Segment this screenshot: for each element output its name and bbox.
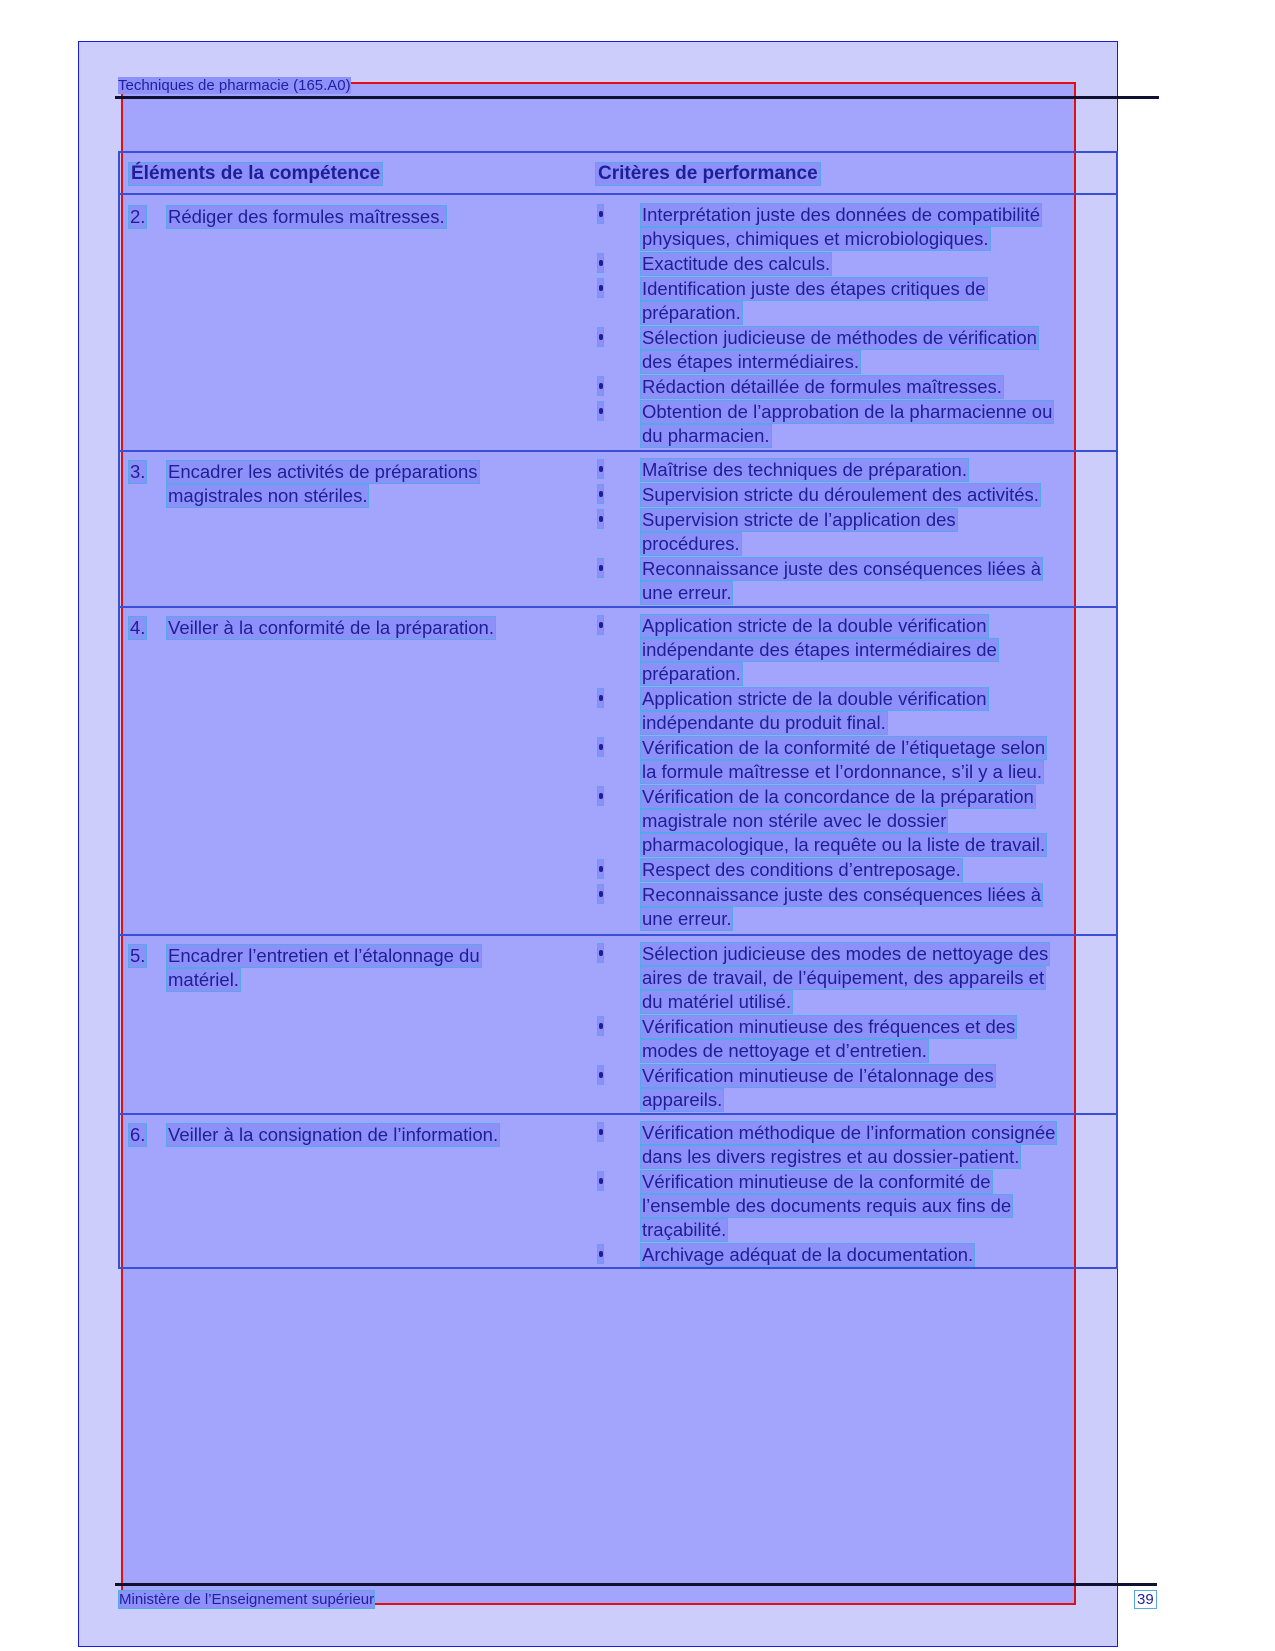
criterion-text: des étapes intermédiaires. [642,351,859,372]
bullet-icon [597,737,604,757]
criterion-text: Vérification minutieuse de l’étalonnage des [642,1065,994,1086]
element-text: matériel. [168,969,239,990]
criterion-text: Archivage adéquat de la documentation. [642,1244,974,1265]
column-header-criteria: Critères de performance [595,162,821,186]
element-number: 2. [130,206,146,227]
footer-rule [115,1583,1157,1586]
bullet-icon [597,327,604,347]
bullet-icon [597,1016,604,1036]
criterion-text: Obtention de l’approbation de la pharmacienne ou [642,401,1053,422]
bullet-icon [597,376,604,396]
element-number: 4. [130,617,146,638]
criterion-text: traçabilité. [642,1219,727,1240]
criterion-text: modes de nettoyage et d’entretien. [642,1040,927,1061]
bullet-icon [597,859,604,879]
running-footer: Ministère de l’Enseignement supérieur [119,1591,375,1608]
criterion-text: Interprétation juste des données de compatibilité [642,204,1041,225]
bullet-icon [597,558,604,578]
running-header: Techniques de pharmacie (165.A0) [118,77,351,94]
criterion-text: pharmacologique, la requête ou la liste de travail. [642,834,1046,855]
criterion-text: Maîtrise des techniques de préparation. [642,459,967,480]
bullet-icon [597,1122,604,1142]
criterion-text: Application stricte de la double vérification [642,615,987,636]
bullet-icon [597,615,604,635]
criterion-text: du pharmacien. [642,425,770,446]
bullet-icon [597,688,604,708]
bullet-icon [597,278,604,298]
criterion-text: Respect des conditions d’entreposage. [642,859,961,880]
criterion-text: Identification juste des étapes critiques de [642,278,986,299]
bullet-icon [597,484,604,504]
bullet-icon [597,253,604,273]
bullet-icon [597,1171,604,1191]
bullet-icon [597,1244,604,1264]
column-header-elements: Éléments de la compétence [128,162,383,186]
criterion-text: Sélection judicieuse de méthodes de vérification [642,327,1037,348]
criterion-text: Vérification de la conformité de l’étiquetage selon [642,737,1046,758]
criterion-text: Vérification minutieuse de la conformité de [642,1171,991,1192]
element-number: 3. [130,461,146,482]
criterion-text: préparation. [642,663,741,684]
bullet-icon [597,509,604,529]
row-divider [119,193,1118,195]
element-text: Encadrer les activités de préparations [168,461,478,482]
criterion-text: Supervision stricte de l’application des [642,509,956,530]
element-number: 5. [130,945,146,966]
bullet-icon [597,204,604,224]
element-text: Rédiger des formules maîtresses. [168,206,445,227]
criterion-text: une erreur. [642,908,732,929]
criterion-text: aires de travail, de l’équipement, des appareils et [642,967,1045,988]
criterion-text: indépendante du produit final. [642,712,886,733]
criterion-text: préparation. [642,302,741,323]
criterion-text: Supervision stricte du déroulement des activités. [642,484,1039,505]
criterion-text: Reconnaissance juste des conséquences liées à [642,884,1042,905]
criterion-text: la formule maîtresse et l’ordonnance, s’il y a lieu. [642,761,1042,782]
element-text: Veiller à la conformité de la préparation. [168,617,494,638]
criterion-text: appareils. [642,1089,723,1110]
header-rule [115,96,1159,99]
criterion-text: dans les divers registres et au dossier-patient. [642,1146,1020,1167]
bullet-icon [597,786,604,806]
bullet-icon [597,943,604,963]
page-number: 39 [1134,1590,1157,1609]
element-text: Veiller à la consignation de l’information. [168,1124,499,1145]
bullet-icon [597,459,604,479]
row-divider [119,934,1118,936]
criterion-text: indépendante des étapes intermédiaires de [642,639,997,660]
criterion-text: Sélection judicieuse des modes de nettoyage des [642,943,1049,964]
criterion-text: Vérification minutieuse des fréquences et des [642,1016,1016,1037]
bullet-icon [597,401,604,421]
element-number: 6. [130,1124,146,1145]
row-divider [119,450,1118,452]
criterion-text: Application stricte de la double vérification [642,688,987,709]
criterion-text: procédures. [642,533,740,554]
element-text: Encadrer l’entretien et l’étalonnage du [168,945,480,966]
criterion-text: du matériel utilisé. [642,991,792,1012]
element-text: magistrales non stériles. [168,485,368,506]
row-divider [119,606,1118,608]
criterion-text: une erreur. [642,582,732,603]
bullet-icon [597,1065,604,1085]
criterion-text: magistrale non stérile avec le dossier [642,810,947,831]
bullet-icon [597,884,604,904]
row-divider [119,1113,1118,1115]
criterion-text: Vérification méthodique de l’information consignée [642,1122,1056,1143]
criterion-text: Rédaction détaillée de formules maîtresses. [642,376,1002,397]
criterion-text: l’ensemble des documents requis aux fins de [642,1195,1012,1216]
criterion-text: Reconnaissance juste des conséquences liées à [642,558,1042,579]
criterion-text: Exactitude des calculs. [642,253,831,274]
criterion-text: Vérification de la concordance de la préparation [642,786,1034,807]
criterion-text: physiques, chimiques et microbiologiques. [642,228,989,249]
